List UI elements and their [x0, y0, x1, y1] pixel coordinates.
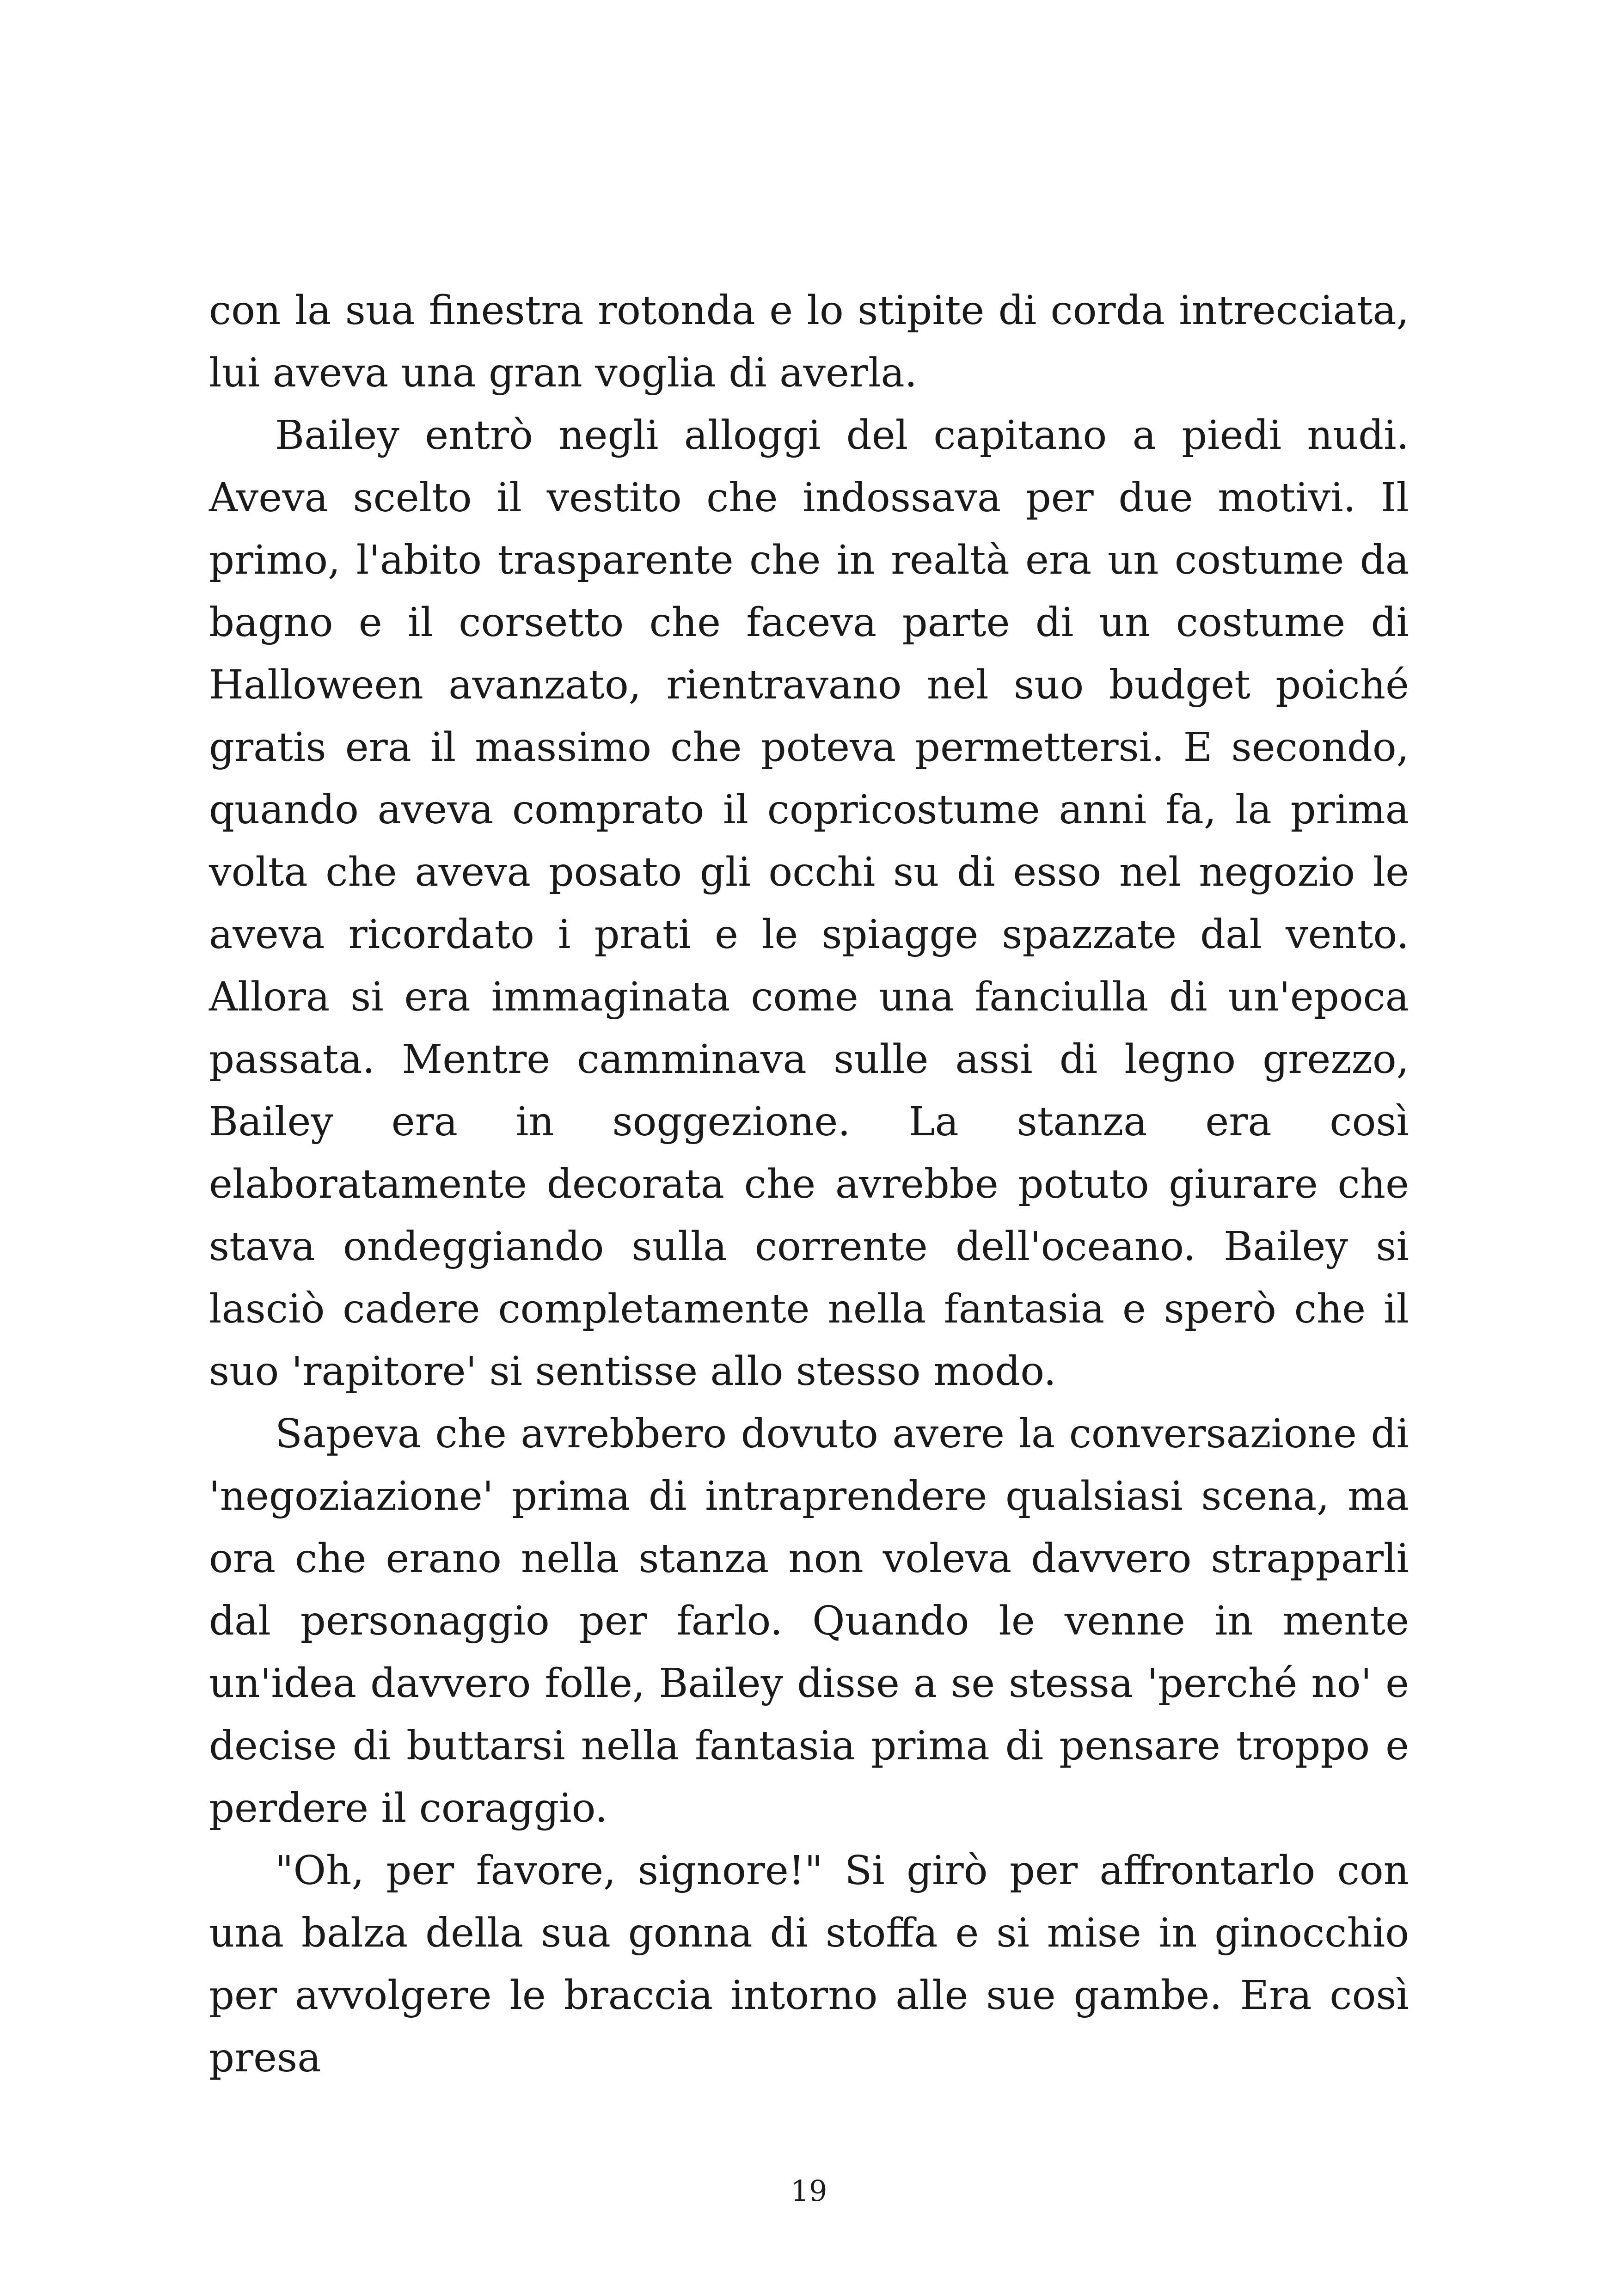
- paragraph-continuation: con la sua finestra rotonda e lo stipite di corda intrecciata, lui aveva una gran voglia di averla.: [209, 288, 1409, 396]
- paragraph: Sapeva che avrebbero dovuto avere la conversazione di 'negoziazione' prima di intraprendere qualsiasi scena, ma ora che erano nella stanza non voleva davvero strapparli dal personaggio per farlo. Quando le venne in mente un'idea davvero folle, Bailey disse a se stessa 'perché no' e decise di buttarsi nella fantasia prima di pensare troppo e perdere il coraggio.: [209, 1411, 1409, 1831]
- page-number: 19: [791, 2174, 827, 2208]
- body-text: [209, 280, 1409, 2089]
- paragraph: "Oh, per favore, signore!" Si girò per affrontarlo con una balza della sua gonna di stoffa e si mise in ginocchio per avvolgere le braccia intorno alle sue gambe. Era così presa: [209, 1848, 1409, 2081]
- paragraph: Bailey entrò negli alloggi del capitano a piedi nudi. Aveva scelto il vestito che indossava per due motivi. Il primo, l'abito trasparente che in realtà era un costume da bagno e il corsetto che faceva parte di un costume di Halloween avanzato, rientravano nel suo budget poiché gratis era il massimo che poteva permettersi. E secondo, quando aveva comprato il copricostume anni fa, la prima volta che aveva posato gli occhi su di esso nel negozio le aveva ricordato i prati e le spiagge spazzate dal vento. Allora si era immaginata come una fanciulla di un'epoca passata. Mentre camminava sulle assi di legno grezzo, Bailey era in soggezione. La stanza era così elaboratamente decorata che avrebbe potuto giurare che stava ondeggiando sulla corrente dell'oceano. Bailey si lasciò cadere completamente nella fantasia e sperò che il suo 'rapitore' si sentisse allo stesso modo.: [209, 412, 1409, 1395]
